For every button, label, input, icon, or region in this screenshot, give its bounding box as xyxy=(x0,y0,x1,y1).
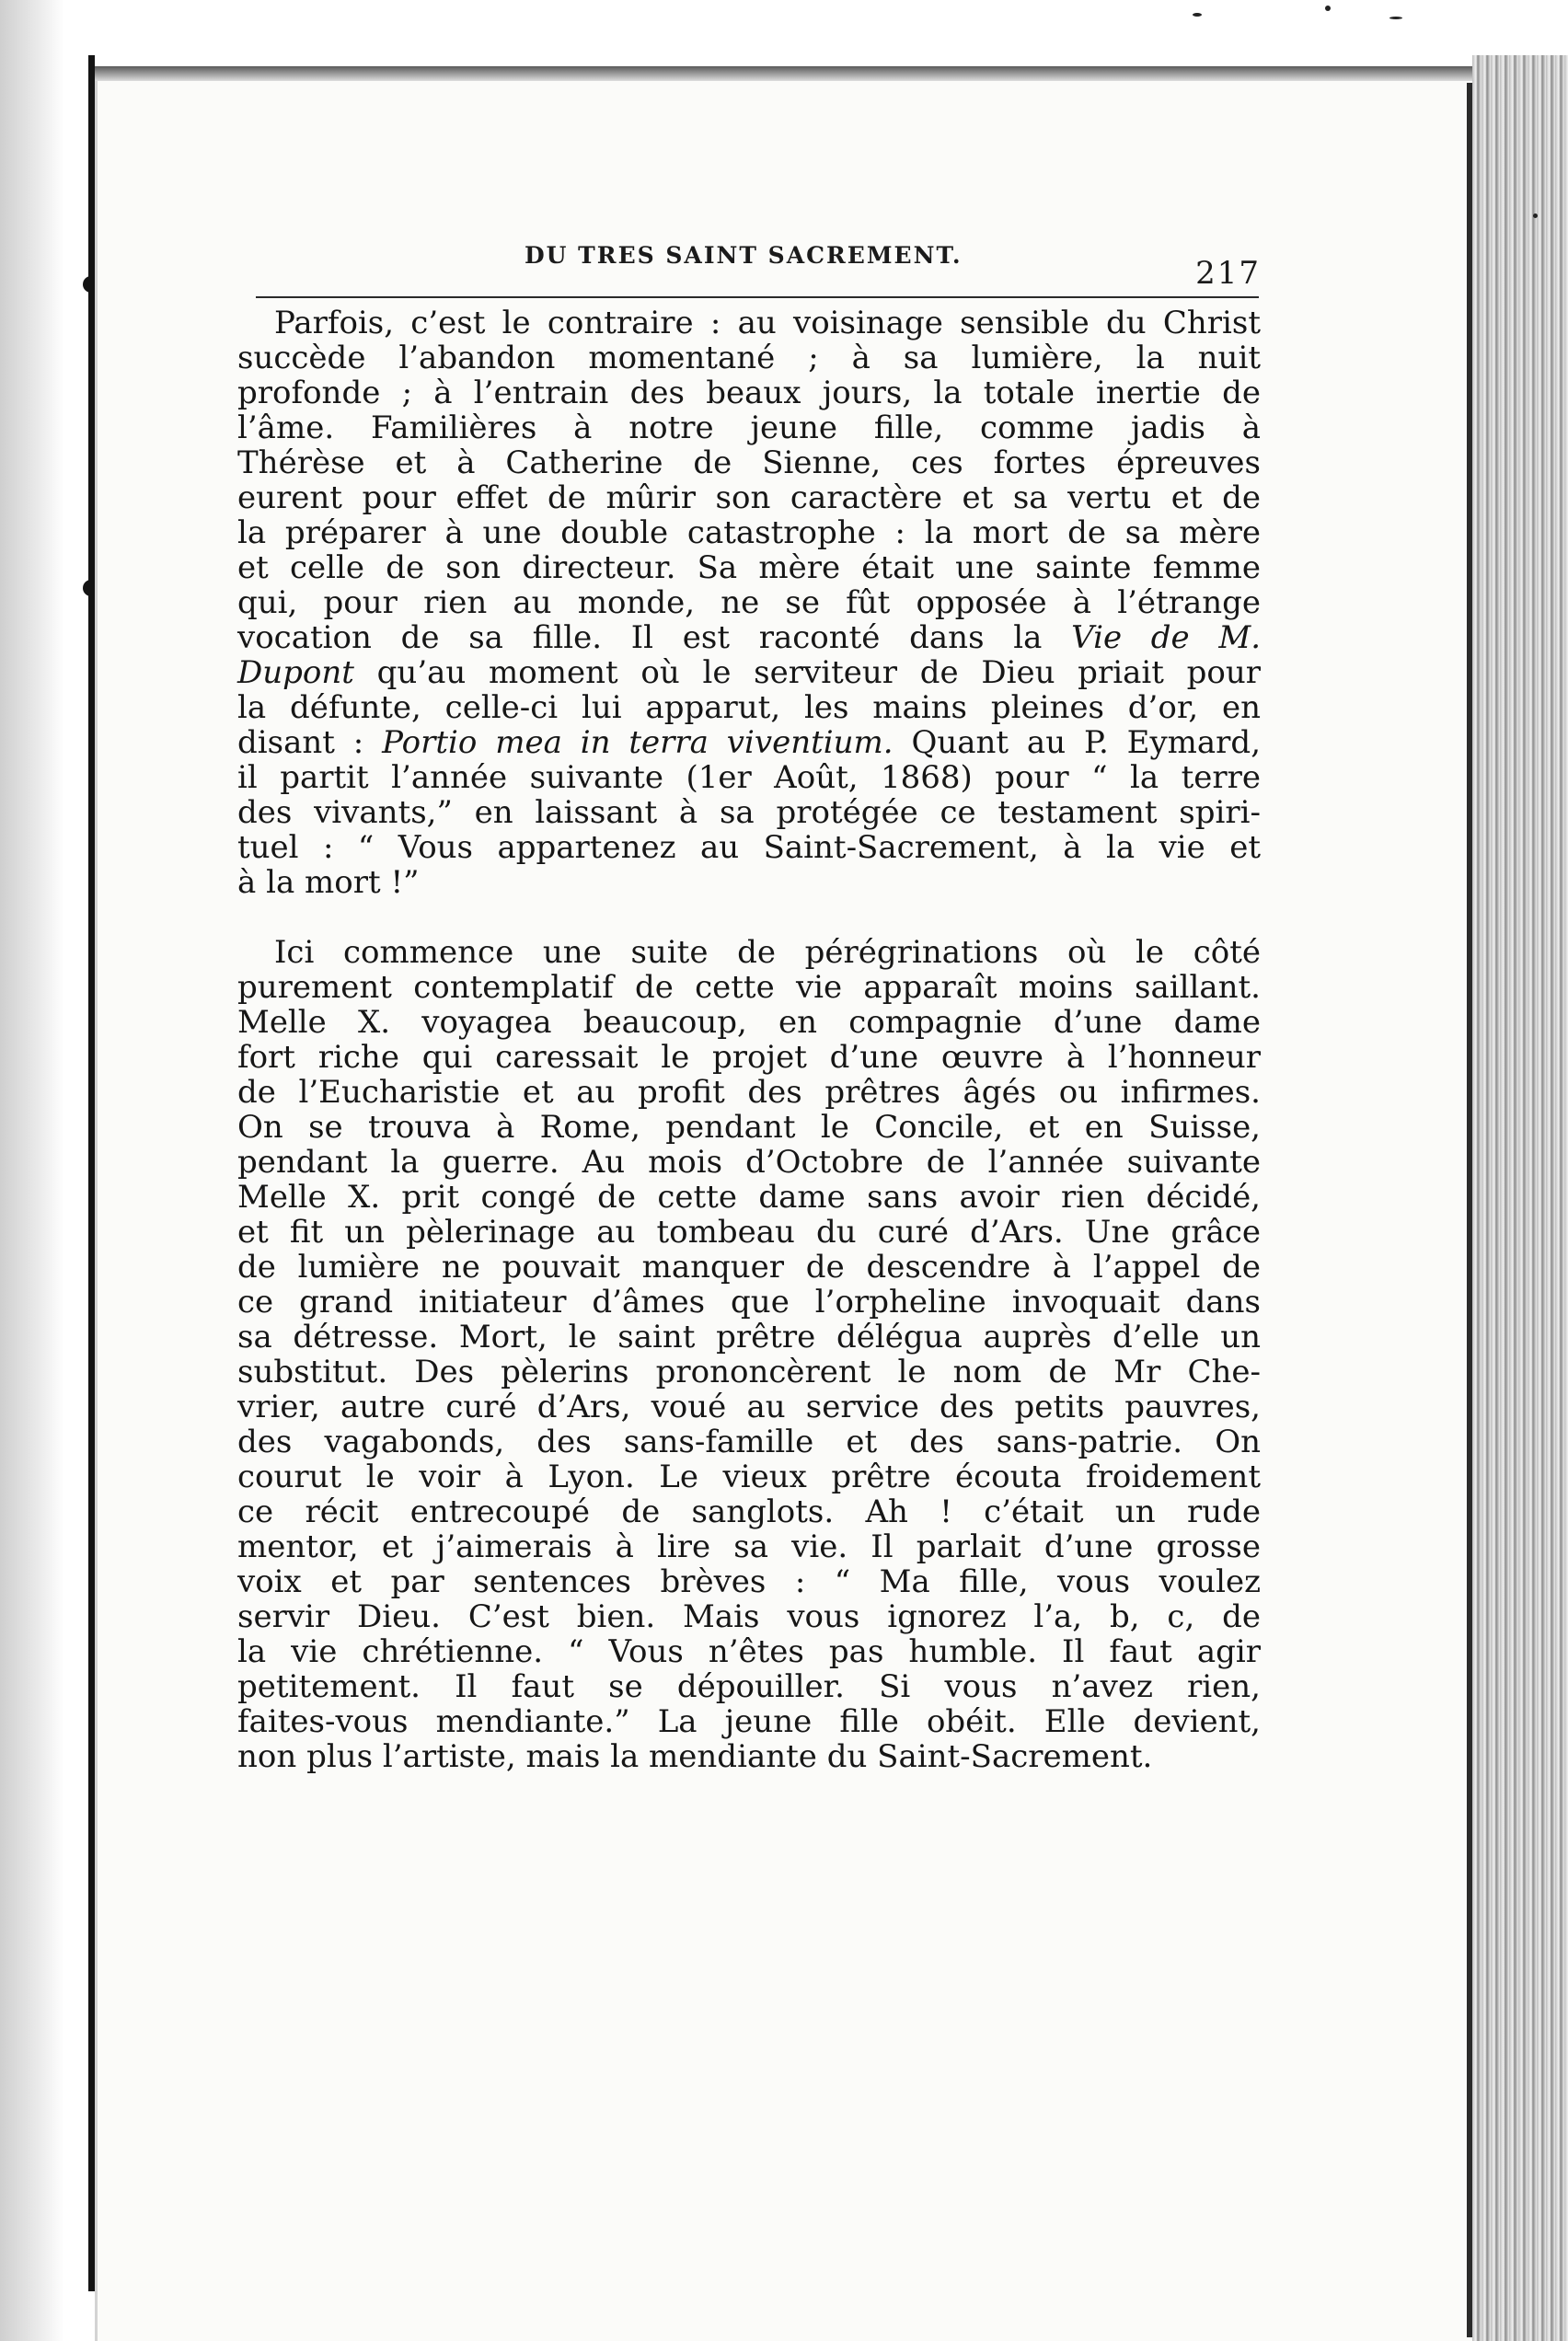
text-line xyxy=(237,1355,1261,1390)
text-line xyxy=(237,725,1261,760)
text-line xyxy=(237,585,1261,620)
text-run: la préparer à une double catastrophe : la mort de sa mère xyxy=(237,514,1261,551)
text-line xyxy=(237,375,1261,410)
text-line xyxy=(237,306,1261,340)
text-line xyxy=(237,550,1261,585)
book-spine-shadow xyxy=(88,55,95,2291)
text-run: la défunte, celle-ci lui apparut, les mains pleines d’or, en xyxy=(237,689,1261,726)
text-line xyxy=(237,340,1261,375)
paragraph xyxy=(237,306,1261,900)
text-line xyxy=(237,690,1261,725)
text-run: l’âme. Familières à notre jeune fille, comme jadis à xyxy=(237,409,1261,446)
text-run: faites-vous mendiante.” La jeune fille obéit. Elle devient, xyxy=(237,1703,1261,1740)
text-run: des vivants,” en laissant à sa protégée ce testament spiri- xyxy=(237,794,1261,831)
text-run: petitement. Il faut se dépouiller. Si vous n’avez rien, xyxy=(237,1668,1261,1705)
page-stack-edges xyxy=(1472,55,1568,2341)
page-number: 217 xyxy=(1195,255,1261,292)
text-line xyxy=(237,480,1261,515)
text-run: purement contemplatif de cette vie apparaît moins saillant. xyxy=(237,969,1261,1006)
text-line xyxy=(237,1459,1261,1494)
text-line xyxy=(237,865,1261,900)
dust-speck xyxy=(1533,213,1538,218)
text-run: non plus l’artiste, mais la mendiante du Saint-Sacrement. xyxy=(237,1738,1153,1775)
text-run: de lumière ne pouvait manquer de descendre à l’appel de xyxy=(237,1249,1261,1286)
text-run: fort riche qui caressait le projet d’une œuvre à l’honneur xyxy=(237,1039,1261,1076)
text-line xyxy=(237,1320,1261,1355)
body-text xyxy=(237,306,1261,1774)
text-run: à la mort !” xyxy=(237,864,420,901)
text-run: qui, pour rien au monde, ne se fût opposée à l’étrange xyxy=(237,584,1261,621)
text-run: vocation de sa fille. Il est raconté dans la xyxy=(237,619,1072,656)
text-run: eurent pour effet de mûrir son caractère et sa vertu et de xyxy=(237,479,1261,516)
italic-run: Vie de M. xyxy=(1071,619,1262,656)
facing-page-edge xyxy=(0,0,64,2341)
text-line xyxy=(237,1075,1261,1110)
text-line xyxy=(237,1110,1261,1145)
text-line xyxy=(237,410,1261,445)
text-line xyxy=(237,1669,1261,1704)
text-line xyxy=(237,935,1261,970)
text-line xyxy=(237,445,1261,480)
page-header xyxy=(256,235,1261,290)
text-run: On se trouva à Rome, pendant le Concile, et en Suisse, xyxy=(237,1109,1261,1146)
italic-run: Dupont xyxy=(237,654,354,691)
text-run: pendant la guerre. Au mois d’Octobre de l’année suivante xyxy=(237,1144,1261,1181)
text-run: disant : xyxy=(237,724,383,761)
text-line xyxy=(237,970,1261,1005)
text-run: Melle X. prit congé de cette dame sans avoir rien décidé, xyxy=(237,1179,1261,1216)
text-line xyxy=(237,515,1261,550)
text-run: mentor, et j’aimerais à lire sa vie. Il parlait d’une grosse xyxy=(237,1528,1261,1565)
text-run: de l’Eucharistie et au profit des prêtres âgés ou infirmes. xyxy=(237,1074,1261,1111)
text-run: substitut. Des pèlerins prononcèrent le nom de Mr Che- xyxy=(237,1354,1261,1390)
text-line xyxy=(237,1215,1261,1250)
text-line xyxy=(237,760,1261,795)
text-run: et celle de son directeur. Sa mère était une sainte femme xyxy=(237,549,1261,586)
text-run: Ici commence une suite de pérégrinations où le côté xyxy=(274,934,1261,971)
text-run: Quant au P. Eymard, xyxy=(893,724,1261,761)
text-line xyxy=(237,1390,1261,1424)
text-line xyxy=(237,1599,1261,1634)
text-run: qu’au moment où le serviteur de Dieu priait pour xyxy=(353,654,1261,691)
dust-speck xyxy=(1389,17,1402,19)
running-head: DU TRES SAINT SACREMENT. xyxy=(525,242,963,269)
text-line xyxy=(237,1250,1261,1285)
text-run: vrier, autre curé d’Ars, voué au service des petits pauvres, xyxy=(237,1389,1261,1425)
text-line xyxy=(237,1424,1261,1459)
text-run: succède l’abandon momentané ; à sa lumière, la nuit xyxy=(237,340,1261,376)
header-rule xyxy=(256,296,1259,298)
text-run: Thérèse et à Catherine de Sienne, ces fortes épreuves xyxy=(237,444,1261,481)
text-line xyxy=(237,1634,1261,1669)
text-run: ce grand initiateur d’âmes que l’orpheline invoquait dans xyxy=(237,1284,1261,1320)
text-line xyxy=(237,830,1261,865)
text-run: Melle X. voyagea beaucoup, en compagnie d’une dame xyxy=(237,1004,1261,1041)
text-run: la vie chrétienne. “ Vous n’êtes pas humble. Il faut agir xyxy=(237,1633,1261,1670)
text-line xyxy=(237,1180,1261,1215)
text-line xyxy=(237,795,1261,830)
text-run: sa détresse. Mort, le saint prêtre délégua auprès d’elle un xyxy=(237,1319,1261,1355)
text-run: Parfois, c’est le contraire : au voisinage sensible du Christ xyxy=(274,305,1261,341)
italic-run: Portio mea in terra viventium. xyxy=(382,724,894,761)
text-line xyxy=(237,1564,1261,1599)
text-line xyxy=(237,620,1261,655)
text-line xyxy=(237,1285,1261,1320)
text-line xyxy=(237,1494,1261,1529)
text-line xyxy=(237,1739,1261,1774)
dust-speck xyxy=(1325,6,1331,11)
text-run: courut le voir à Lyon. Le vieux prêtre écouta froidement xyxy=(237,1459,1261,1495)
text-run: il partit l’année suivante (1er Août, 1868) pour “ la terre xyxy=(237,759,1261,796)
text-run: servir Dieu. C’est bien. Mais vous ignorez l’a, b, c, de xyxy=(237,1598,1261,1635)
text-run: et fit un pèlerinage au tombeau du curé d’Ars. Une grâce xyxy=(237,1214,1261,1251)
text-line xyxy=(237,1005,1261,1040)
text-line xyxy=(237,1529,1261,1564)
text-run: tuel : “ Vous appartenez au Saint-Sacrement, à la vie et xyxy=(237,829,1261,866)
paragraph xyxy=(237,935,1261,1774)
text-run: des vagabonds, des sans-famille et des sans-patrie. On xyxy=(237,1424,1261,1460)
text-line xyxy=(237,1145,1261,1180)
dust-speck xyxy=(1193,13,1202,17)
text-line xyxy=(237,1704,1261,1739)
text-run: profonde ; à l’entrain des beaux jours, la totale inertie de xyxy=(237,375,1261,411)
text-run: ce récit entrecoupé de sanglots. Ah ! c’était un rude xyxy=(237,1493,1261,1530)
text-line xyxy=(237,1040,1261,1075)
text-run: voix et par sentences brèves : “ Ma fille, vous voulez xyxy=(237,1563,1261,1600)
text-line xyxy=(237,655,1261,690)
